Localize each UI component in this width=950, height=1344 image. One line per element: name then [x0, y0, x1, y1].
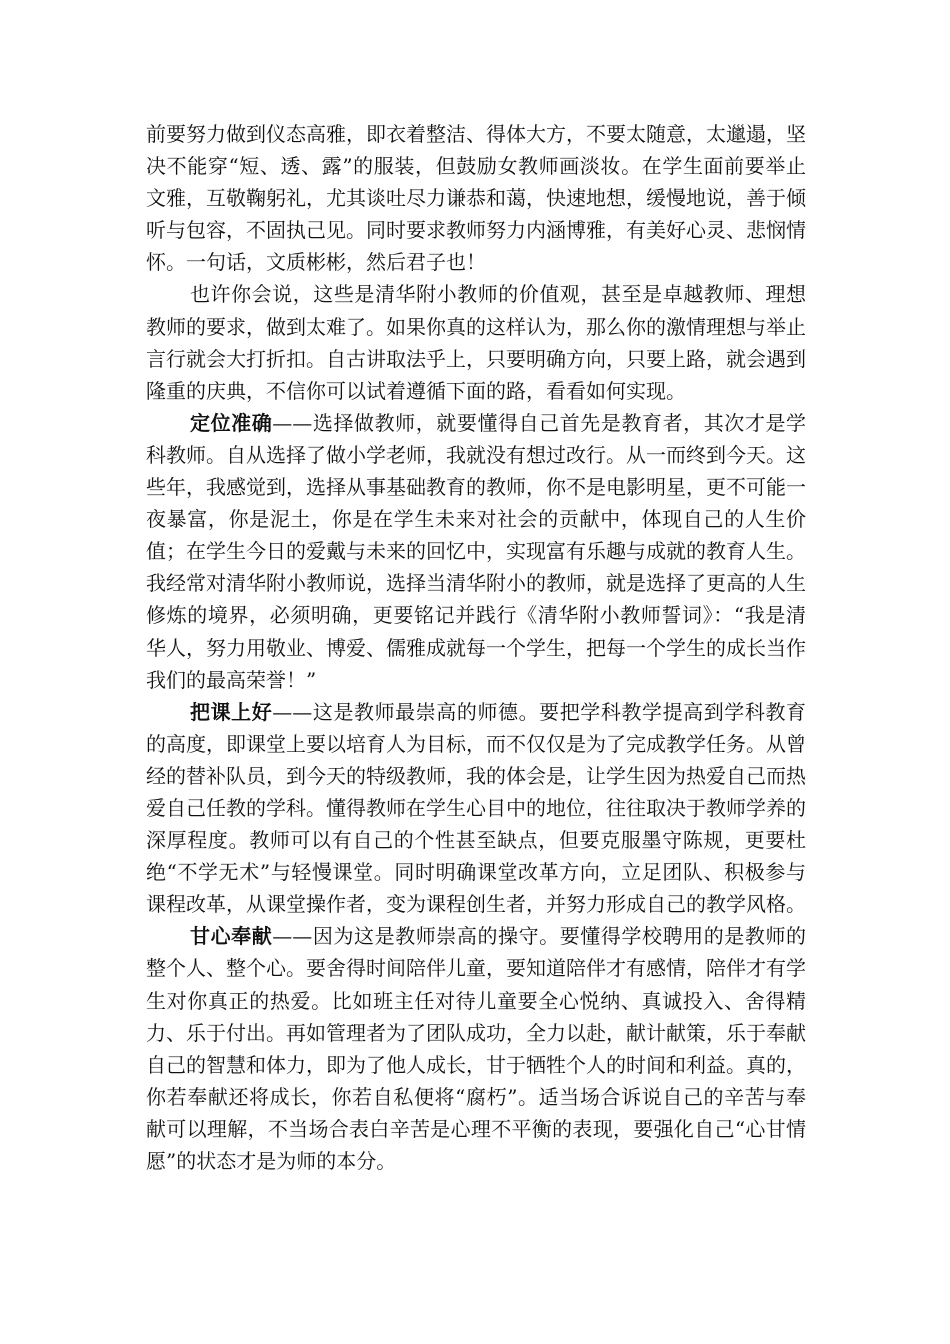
paragraph-keyword: 甘心奉献 — [190, 924, 273, 949]
paragraph-text: 也许你会说，这些是清华附小教师的价值观，甚至是卓越教师、理想教师的要求，做到太难了。如果你真的这样认为，那么你的激情理想与举止言行就会大打折扣。自古讲取法乎上，只要明确方向，只要上路，就会遇到隆重的庆典，不信你可以试着遵循下面的路，看看如何实现。 — [146, 282, 806, 403]
paragraph-keyword: 把课上好 — [190, 699, 273, 724]
paragraph-teaching — [146, 696, 806, 921]
paragraph-text: 前要努力做到仪态高雅，即衣着整洁、得体大方，不要太随意，太邋遢，坚决不能穿“短、透、露”的服装，但鼓励女教师画淡妆。在学生面前要举止文雅，互敬鞠躬礼，尤其谈吐尽力谦恭和蔼，快速地想，缓慢地说，善于倾听与包容，不固执己见。同时要求教师努力内涵博雅，有美好心灵、悲悯情怀。一句话，文质彬彬，然后君子也！ — [146, 122, 806, 275]
paragraph-text: ——这是教师最崇高的师德。要把学科教学提高到学科教育的高度，即课堂上要以培育人为目标，而不仅仅是为了完成教学任务。从曾经的替补队员，到今天的特级教师，我的体会是，让学生因为热爱自己而热爱自己任教的学科。懂得教师在学生心目中的地位，往往取决于教师学养的深厚程度。教师可以有自己的个性甚至缺点，但要克服墨守陈规，更要杜绝“不学无术”与轻慢课堂。同时明确课堂改革方向，立足团队、积极参与课程改革，从课堂操作者，变为课程创生者，并努力形成自己的教学风格。 — [146, 699, 807, 917]
paragraph-dedication — [146, 920, 806, 1177]
paragraph-text: ——选择做教师，就要懂得自己首先是教育者，其次才是学科教师。自从选择了做小学老师，我就没有想过改行。从一而终到今天。这些年，我感觉到，选择从事基础教育的教师，你不是电影明星，更不可能一夜暴富，你是泥土，你是在学生未来对社会的贡献中，体现自己的人生价值；在学生今日的爱戴与未来的回忆中，实现富有乐趣与成就的教育人生。我经常对清华附小教师说，选择当清华附小的教师，就是选择了更高的人生修炼的境界，必须明确，更要铭记并践行《清华附小教师誓词》：“我是清华人，努力用敬业、博爱、儒雅成就每一个学生，把每一个学生的成长当作我们的最高荣誉！” — [146, 410, 807, 692]
paragraph-text: ——因为这是教师崇高的操守。要懂得学校聘用的是教师的整个人、整个心。要舍得时间陪伴儿童，要知道陪伴才有感情，陪伴才有学生对你真正的热爱。比如班主任对待儿童要全心悦纳、真诚投入、舍得精力、乐于付出。再如管理者为了团队成功，全力以赴，献计献策，乐于奉献自己的智慧和体力，即为了他人成长，甘于牺牲个人的时间和利益。真的，你若奉献还将成长，你若自私便将“腐朽”。适当场合诉说自己的辛苦与奉献可以理解，不当场合表白辛苦是心理不平衡的表现，要强化自己“心甘情愿”的状态才是为师的本分。 — [146, 924, 807, 1173]
paragraph-values — [146, 278, 806, 406]
paragraph-keyword: 定位准确 — [190, 410, 273, 435]
paragraph-etiquette — [146, 118, 806, 278]
paragraph-positioning — [146, 407, 806, 696]
document-page — [146, 118, 806, 1177]
